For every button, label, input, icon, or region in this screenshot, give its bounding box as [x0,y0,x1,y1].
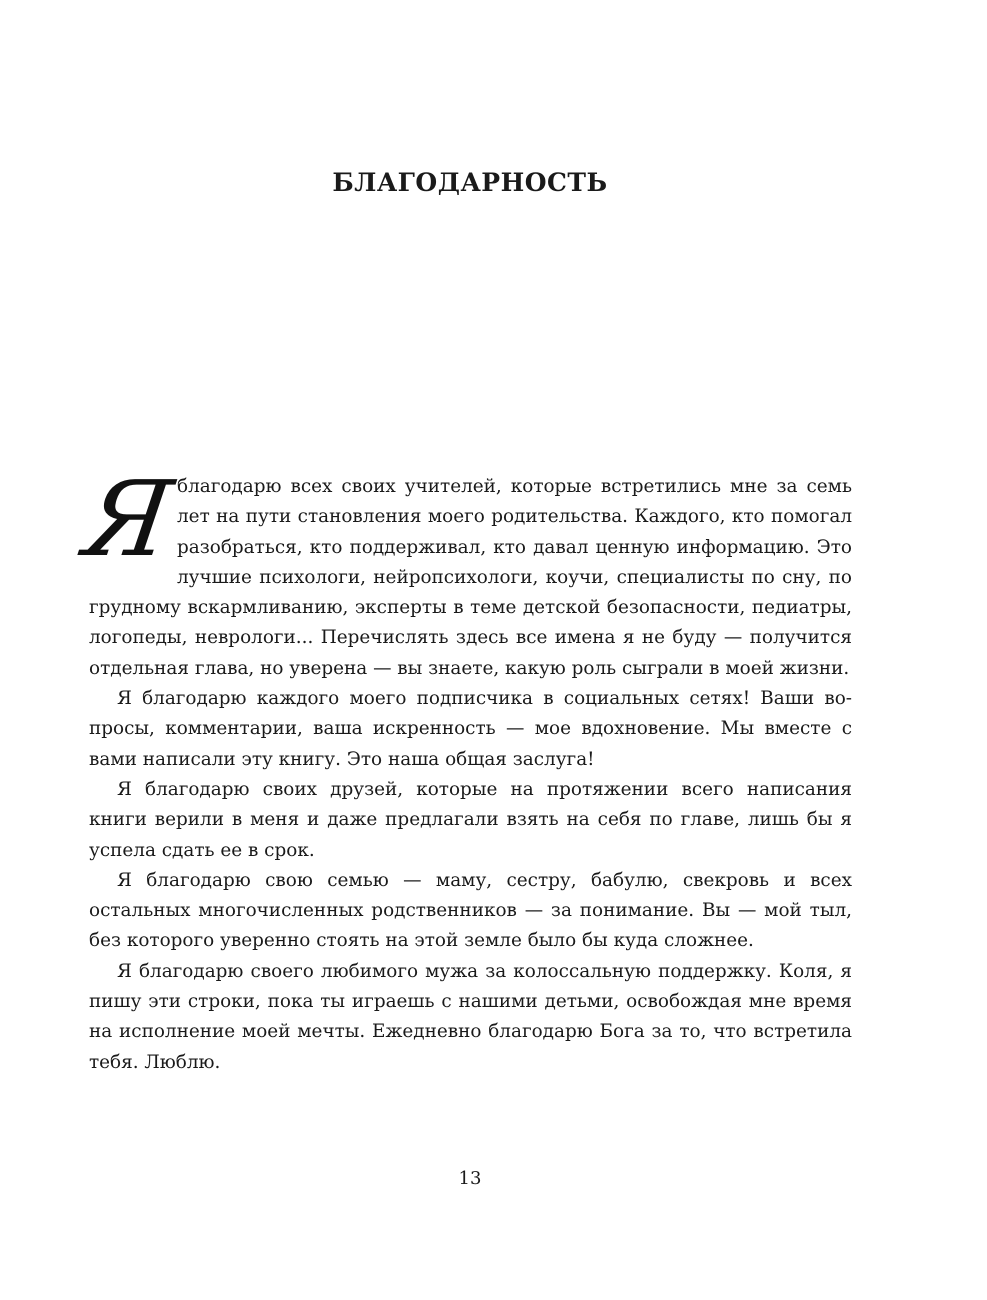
chapter-title: БЛАГОДАРНОСТЬ [332,168,608,197]
body-text [77,458,852,1078]
paragraph-3: Я благодарю своих друзей, которые на протяжении всего написания книги верили в меня и даже предлагали взять на себя по главе, лишь бы я успела сдать ее в срок. [89,778,852,861]
paragraph-2: Я благодарю каждого моего подписчика в социальных сетях! Ваши вопросы, комментарии, ваша искренность — мое вдохновение. Мы вместе с вами написали эту книгу. Это наша общая заслуга! [89,688,852,770]
paragraph-5: Я благодарю своего любимого мужа за колоссальную поддержку. Коля, я пишу эти строки, пока ты играешь с нашими детьми, освобождая мне время на исполнение моей мечты. Ежедневно благодарю Бога за то, что встретила тебя. Люблю. [89,960,852,1073]
paragraph-1-text: благодарю всех своих учителей, которые встретились мне за семь лет на пути становления моего родительства. Каждого, кто помогал разобраться, кто поддерживал, кто давал ценную информацию. Это лучшие психологи, нейропсихологи, коучи, специалисты по сну, по грудному вскармливанию, эксперты в теме детской безопасности, педиатры, логопеды, неврологи... Перечислять здесь все имена я не буду — получится отдельная глава, но уверена — вы знаете, какую роль сыграли в моей жизни. [89,476,852,679]
paragraph-1 [77,458,852,684]
page-number: 13 [458,1168,482,1189]
paragraph-4: Я благодарю свою семью — маму, сестру, бабулю, свекровь и всех остальных многочисленных родственников — за понимание. Вы — мой тыл, без которого уверенно стоять на этой земле было бы куда сложнее. [89,869,852,952]
drop-cap: Я [77,458,179,580]
